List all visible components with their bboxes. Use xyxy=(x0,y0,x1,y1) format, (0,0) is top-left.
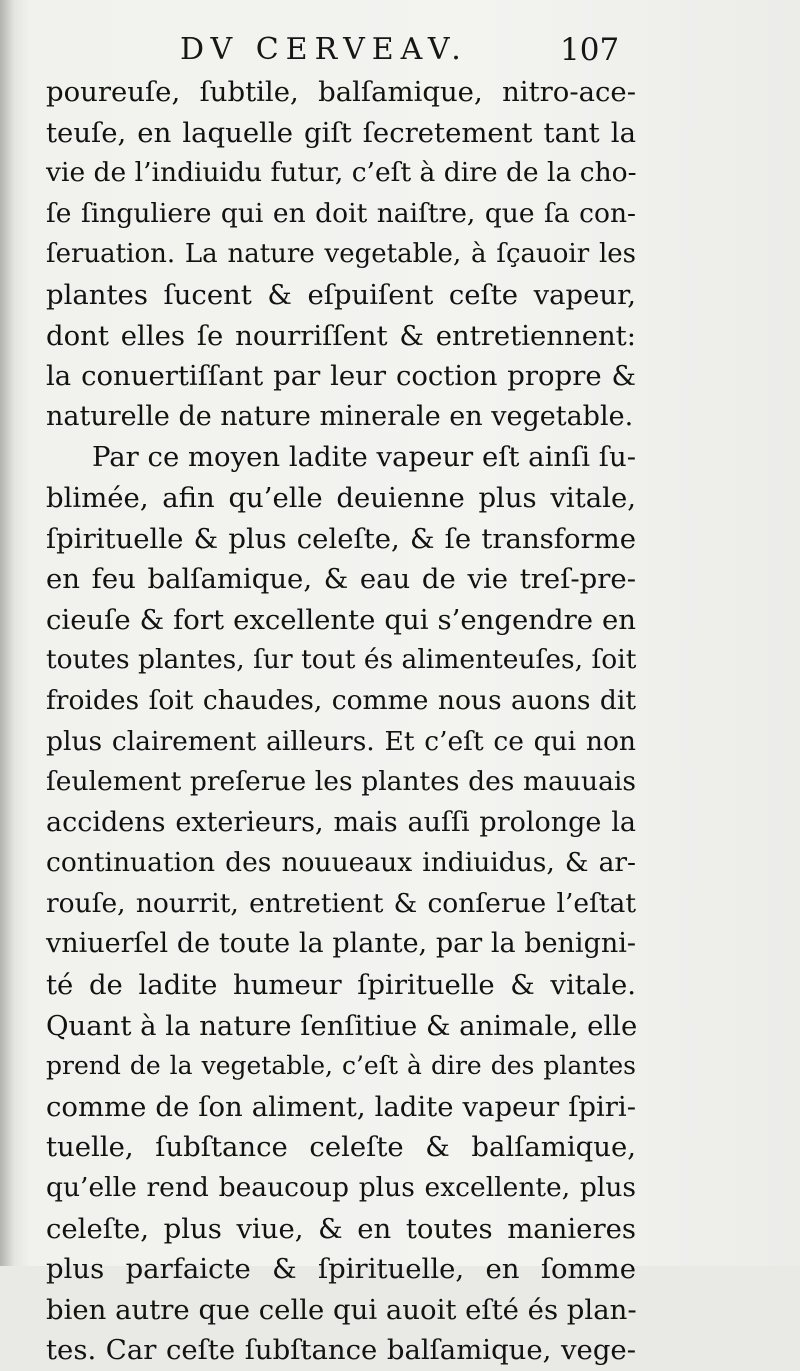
page-header xyxy=(0,32,800,72)
text-line: té de ladite humeur ſpirituelle & vitale. xyxy=(46,969,636,1002)
text-line: tes. Car ceſte ſubſtance balſamique, vege- xyxy=(46,1334,636,1367)
text-line: teuſe, en laquelle giſt ſecretement tant la xyxy=(46,116,636,149)
text-line: toutes plantes, ſur tout és alimenteuſes, ſoit xyxy=(46,644,637,676)
text-line: Quant à la nature ſenſitiue & animale, elle xyxy=(46,1009,638,1042)
running-head: DV CERVEAV. xyxy=(180,32,468,67)
text-line: blimée, afin qu’elle deuienne plus vitale, xyxy=(46,481,636,514)
text-line: ſeulement preſerue les plantes des mauuais xyxy=(46,766,636,798)
text-line: poureuſe, ſubtile, balſamique, nitro-ace- xyxy=(46,76,636,108)
text-line: rouſe, nourrit, entretient & conſerue l’eſtat xyxy=(46,887,636,919)
text-line: ſpirituelle & plus celeſte, & ſe transforme xyxy=(46,522,636,555)
text-line: accidens exterieurs, mais auſſi prolonge la xyxy=(46,806,636,838)
text-line: en feu balſamique, & eau de vie treſ-pre- xyxy=(46,563,636,596)
page-gutter-shadow xyxy=(0,0,14,1266)
text-line: continuation des nouueaux indiuidus, & ar- xyxy=(46,847,636,879)
text-line: tuelle, ſubſtance celeſte & balſamique, xyxy=(46,1131,636,1164)
text-line: prend de la vegetable, c’eſt à dire des plantes xyxy=(46,1051,636,1081)
text-line: comme de ſon aliment, ladite vapeur ſpiri- xyxy=(46,1090,636,1123)
text-line: froides ſoit chaudes, comme nous auons dit xyxy=(46,684,636,716)
text-line: la conuertiſſant par leur coction propre & xyxy=(46,360,636,393)
text-line: plantes ſucent & eſpuiſent ceſte vapeur, xyxy=(46,278,636,311)
text-line: plus clairement ailleurs. Et c’eſt ce qui non xyxy=(46,725,636,757)
page-number: 107 xyxy=(560,32,620,68)
text-line: ſe ſinguliere qui en doit naiſtre, que ſa con- xyxy=(46,197,636,229)
text-line: plus parfaicte & ſpirituelle, en ſomme xyxy=(46,1253,636,1286)
text-line: bien autre que celle qui auoit eſté és plan- xyxy=(46,1293,637,1326)
text-line: celeſte, plus viue, & en toutes manieres xyxy=(46,1212,636,1245)
text-line: dont elles ſe nourriſſent & entretiennent: xyxy=(46,319,636,352)
text-line: vniuerſel de toute la plante, par la benigni- xyxy=(46,928,636,960)
text-line: Par ce moyen ladite vapeur eſt ainſi ſu- xyxy=(92,441,636,474)
body-text xyxy=(46,72,636,1371)
text-line: cieuſe & fort excellente qui s’engendre en xyxy=(46,603,636,636)
text-line: vie de l’indiuidu futur, c’eſt à dire de la cho- xyxy=(46,157,637,189)
text-line: naturelle de nature minerale en vegetable. xyxy=(46,400,634,432)
text-line: ſeruation. La nature vegetable, à ſçauoir les xyxy=(46,239,636,270)
text-line: qu’elle rend beaucoup plus excellente, plus xyxy=(46,1172,636,1204)
